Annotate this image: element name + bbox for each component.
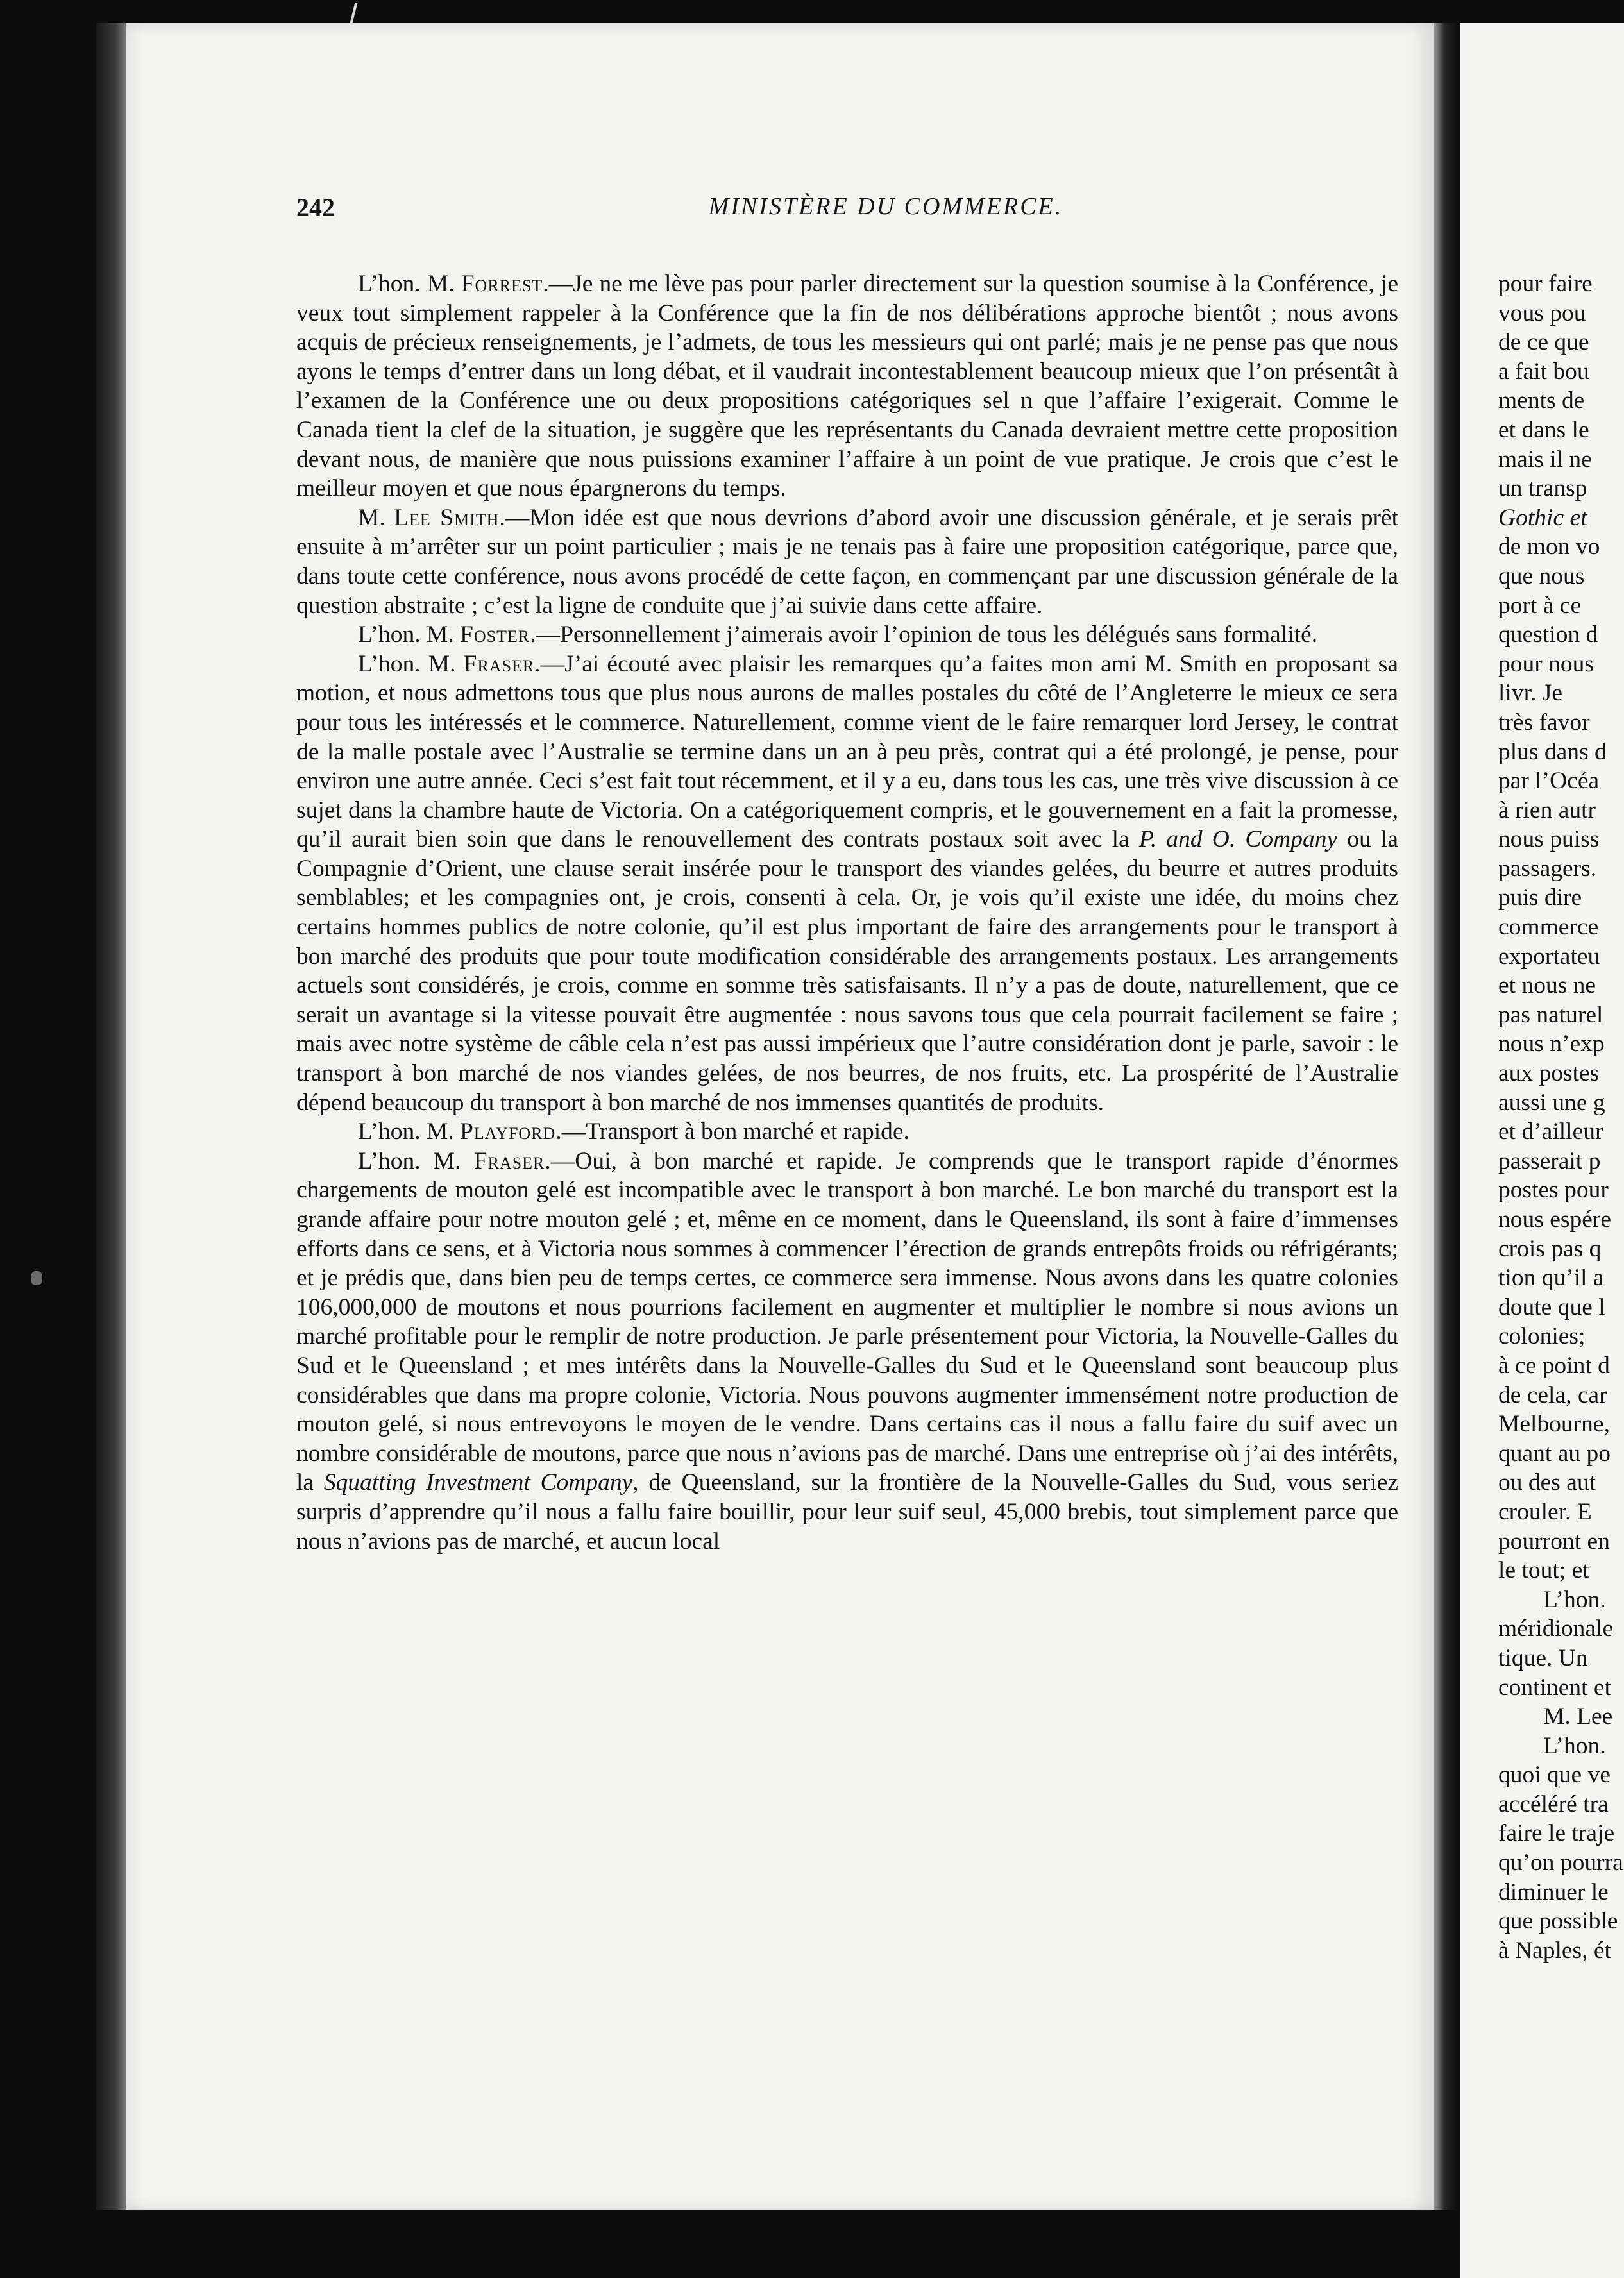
facing-text-line: pourront en <box>1498 1528 1610 1555</box>
facing-text-line: à rien autr <box>1498 797 1596 823</box>
facing-text-line: doute que l <box>1498 1294 1605 1320</box>
speaker-name: Fraser <box>473 1147 545 1174</box>
speaker-name: Foster <box>460 621 530 648</box>
paragraph <box>296 620 1398 650</box>
speaker-prefix: L’hon. M. <box>358 621 461 648</box>
facing-text-line: livr. Je <box>1498 680 1562 707</box>
facing-text-line: accéléré tra <box>1498 1791 1609 1818</box>
facing-text-line: postes pour <box>1498 1177 1609 1204</box>
facing-text-line: ou des aut <box>1498 1469 1596 1496</box>
speaker-prefix: L’hon. M. <box>358 650 464 677</box>
facing-text-line: que possible <box>1498 1908 1618 1935</box>
facing-text-line: par l’Océa <box>1498 768 1600 795</box>
facing-text-line: L’hon. <box>1543 1586 1606 1613</box>
company-name: Squatting Investment Company <box>323 1469 633 1496</box>
page-edge-shadow <box>96 23 128 2210</box>
facing-text-line: plus dans d <box>1498 738 1607 765</box>
paragraph <box>296 1117 1398 1147</box>
facing-text-line: qu’on pourra <box>1498 1850 1623 1877</box>
facing-text-line: nous espére <box>1498 1206 1611 1233</box>
facing-text-line: crois pas q <box>1498 1235 1602 1262</box>
paragraph-text: , de Queensland, sur la frontière de la Nouvelle-Galles du Sud, vous seriez surpris d’apprendre qu’il nous a fallu faire bouillir, pour leur suif seul, 45,000 brebis, tout simplement parce que nous n’avions pas de marché, et aucun local <box>296 1469 1398 1555</box>
speaker-prefix: L’hon. M. <box>358 271 461 297</box>
speaker-prefix: M. <box>358 504 394 531</box>
facing-text-line: commerce <box>1498 914 1599 941</box>
facing-text-line: aussi une g <box>1498 1089 1605 1116</box>
facing-text-line: de cela, car <box>1498 1381 1607 1408</box>
paragraph-text: .—Transport à bon marché et rapide. <box>555 1118 909 1145</box>
facing-text-line: de ce que <box>1498 329 1589 356</box>
speaker-name: Lee Smith <box>394 504 500 531</box>
speaker-name: Forrest <box>461 271 543 297</box>
paragraph <box>296 503 1398 620</box>
facing-text-line: méridionale <box>1498 1616 1614 1642</box>
paragraph-text: ou la Compagnie d’Orient, une clause serait insérée pour le transport des viandes gelées, du beurre et autres produits semblables; et les compagnies ont, je crois, consenti à cela. Or, je vois qu’il existe une idée, du moins chez certains hommes publics de notre colonie, qu’il est plus important de faire des arrangements pour le transport à bon marché des produits que pour toute modification considérable des arrangements postaux. Les arrangements actuels sont considérés, je crois, comme en somme très satisfaisants. Il n’y a pas de doute, naturellement, que ce serait un avantage si la vitesse pouvait être augmentée : nous savons tous que cela pourrait facilement se faire ; mais avec notre système de câble cela n’est pas aussi impérieux que l’autre considération dont je parle, savoir : le transport à bon marché de nos viandes gelées, de nos beurres, de nos fruits, etc. La prospérité de l’Australie dépend beaucoup du transport à bon marché de nos immenses quantités de produits. <box>296 826 1398 1116</box>
facing-text-line: quant au po <box>1498 1440 1611 1467</box>
facing-text-line: nous puiss <box>1498 826 1600 853</box>
facing-text-line: tique. Un <box>1498 1644 1588 1671</box>
scan-blot <box>31 1271 42 1285</box>
facing-text-line: crouler. E <box>1498 1498 1592 1525</box>
facing-text-line: colonies; <box>1498 1323 1586 1350</box>
facing-text-line: ments de <box>1498 387 1585 414</box>
facing-text-line: nous n’exp <box>1498 1031 1605 1058</box>
facing-text-line: passagers. <box>1498 855 1597 882</box>
facing-text-line: quoi que ve <box>1498 1762 1611 1789</box>
facing-text-line: exportateu <box>1498 943 1600 970</box>
facing-text-line: et dans le <box>1498 416 1589 443</box>
facing-text-line: et d’ailleur <box>1498 1118 1603 1145</box>
facing-text-line: M. Lee <box>1543 1703 1613 1730</box>
paragraph-text: .—Personnellement j’aimerais avoir l’opinion de tous les délégués sans formalité. <box>530 621 1318 648</box>
paragraph-text: .—Mon idée est que nous devrions d’abord avoir une discussion générale, et je serais prêt ensuite à m’arrêter sur un point particulier ; mais je ne tenais pas à faire une proposition catégorique, parce que, dans toute cette conférence, nous avons procédé de cette façon, en commençant par une discussion générale de la question abstraite ; c’est la ligne de conduite que j’ai suivie dans cette affaire. <box>296 504 1398 619</box>
facing-text-line: faire le traje <box>1498 1820 1615 1847</box>
paragraph <box>296 650 1398 1118</box>
facing-text-line: à ce point d <box>1498 1352 1610 1379</box>
facing-text-line: et nous ne <box>1498 972 1596 999</box>
facing-text-line: aux postes <box>1498 1060 1600 1087</box>
facing-text-line: pas naturel <box>1498 1001 1603 1028</box>
facing-text-line: passerait p <box>1498 1147 1601 1174</box>
facing-text-line: port à ce <box>1498 592 1582 619</box>
facing-text-line: question d <box>1498 621 1598 648</box>
page-header-title: MINISTÈRE DU COMMERCE. <box>708 193 1063 220</box>
speaker-name: Playford <box>460 1118 556 1145</box>
facing-text-line: Melbourne, <box>1498 1411 1610 1438</box>
paragraph <box>296 1147 1398 1556</box>
speaker-prefix: L’hon. M. <box>358 1118 461 1145</box>
facing-text-line: très favor <box>1498 709 1590 736</box>
facing-text-column <box>1498 269 1624 1965</box>
facing-text-line: le tout; et <box>1498 1557 1589 1584</box>
facing-text-line: a fait bou <box>1498 358 1589 385</box>
facing-text-line: à Naples, ét <box>1498 1937 1611 1964</box>
paragraph-text: .—Oui, à bon marché et rapide. Je comprends que le transport rapide d’énormes chargements de mouton gelé est incompatible avec le transport à bon marché. Le bon marché du transport est la grande affaire pour notre mouton gelé ; et, même en ce moment, dans le Queensland, ils sont à faire d’immenses efforts dans ce sens, et à Victoria nous sommes à commencer l’érection de grands entrepôts froids ou réfrigérants; et je prédis que, dans bien peu de temps certes, ce commerce sera immense. Nous avons dans les quatre colonies 106,000,000 de moutons et nous pourrions facilement en augmenter et multiplier le nombre si nous avions un marché profitable pour le remplir de notre production. Je parle présentement pour Victoria, la Nouvelle-Galles du Sud et le Queensland ; et mes intérêts dans la Nouvelle-Galles du Sud et le Queensland sont beaucoup plus considérables que dans ma propre colonie, Victoria. Nous pouvons augmenter immensément notre production de mouton gelé, si nous entrevoyons le moyen de le vendre. Dans certains cas il nous a fallu faire du suif avec un nombre considérable de moutons, parce que nous n’avions pas de marché. Dans une entreprise où j’ai des intérêts, la <box>296 1147 1399 1496</box>
facing-text-line: que nous <box>1498 562 1585 589</box>
facing-text-line: L’hon. <box>1543 1732 1606 1759</box>
facing-text-line: un transp <box>1498 475 1587 502</box>
company-name: P. and O. Company <box>1138 826 1338 853</box>
facing-text-line: de mon vo <box>1498 534 1600 561</box>
running-head <box>296 192 1398 228</box>
facing-text-line: pour nous <box>1498 650 1594 677</box>
page-number: 242 <box>296 193 335 222</box>
book-binding-shadow <box>1434 23 1460 2210</box>
facing-text-line: puis dire <box>1498 884 1582 911</box>
body-text-column <box>296 269 1398 1556</box>
paragraph-text: .—J’ai écouté avec plaisir les remarques qu’a faites mon ami M. Smith en proposant sa motion, et nous admettons tous que plus nous aurons de malles postales du côté de l’Angleterre le mieux ce sera pour tous les intéressés et le commerce. Naturellement, comme vient de le faire remarquer lord Jersey, le contrat de la malle postale avec l’Australie se termine dans un an à peu près, contrat qui a été prolongé, je pense, pour environ une autre année. Ceci s’est fait tout récemment, et il y a eu, dans tous les cas, une très vive discussion à ce sujet dans la chambre haute de Victoria. On a catégoriquement compris, et le gouvernement en a fait la promesse, qu’il aurait bien soin que dans le renouvellement des contrats postaux soit avec la <box>296 650 1398 853</box>
facing-text-line: mais il ne <box>1498 446 1592 473</box>
facing-text-line: vous pou <box>1498 300 1586 326</box>
facing-text-line: pour faire <box>1498 271 1593 297</box>
speaker-name: Fraser <box>463 650 535 677</box>
paragraph <box>296 269 1398 503</box>
facing-text-line: Gothic et <box>1498 504 1587 531</box>
facing-text-line: diminuer le <box>1498 1878 1609 1905</box>
paragraph-text: .—Je ne me lève pas pour parler directement sur la question soumise à la Conférence, je veux tout simplement rappeler à la Conférence que la fin de nos délibérations approche bientôt ; nous avons acquis de précieux renseignements, je l’admets, de tous les messieurs qui ont parlé; mais je ne pense pas que nous ayons le temps d’entrer dans un long débat, et il vaudrait incontestablement beaucoup mieux que l’on présentât à l’examen de la Conférence une ou deux propositions catégoriques sel n que l’affaire l’exigerait. Comme le Canada tient la clef de la situation, je suggère que les représentants du Canada devraient mettre cette proposition devant nous, de manière que nous puissions examiner l’affaire à un point de vue pratique. Je crois que c’est le meilleur moyen et que nous épargnerons du temps. <box>296 271 1399 502</box>
facing-text-line: continent et <box>1498 1674 1611 1701</box>
speaker-prefix: L’hon. M. <box>358 1147 474 1174</box>
facing-page <box>1460 23 1624 2278</box>
facing-text-line: tion qu’il a <box>1498 1265 1604 1292</box>
